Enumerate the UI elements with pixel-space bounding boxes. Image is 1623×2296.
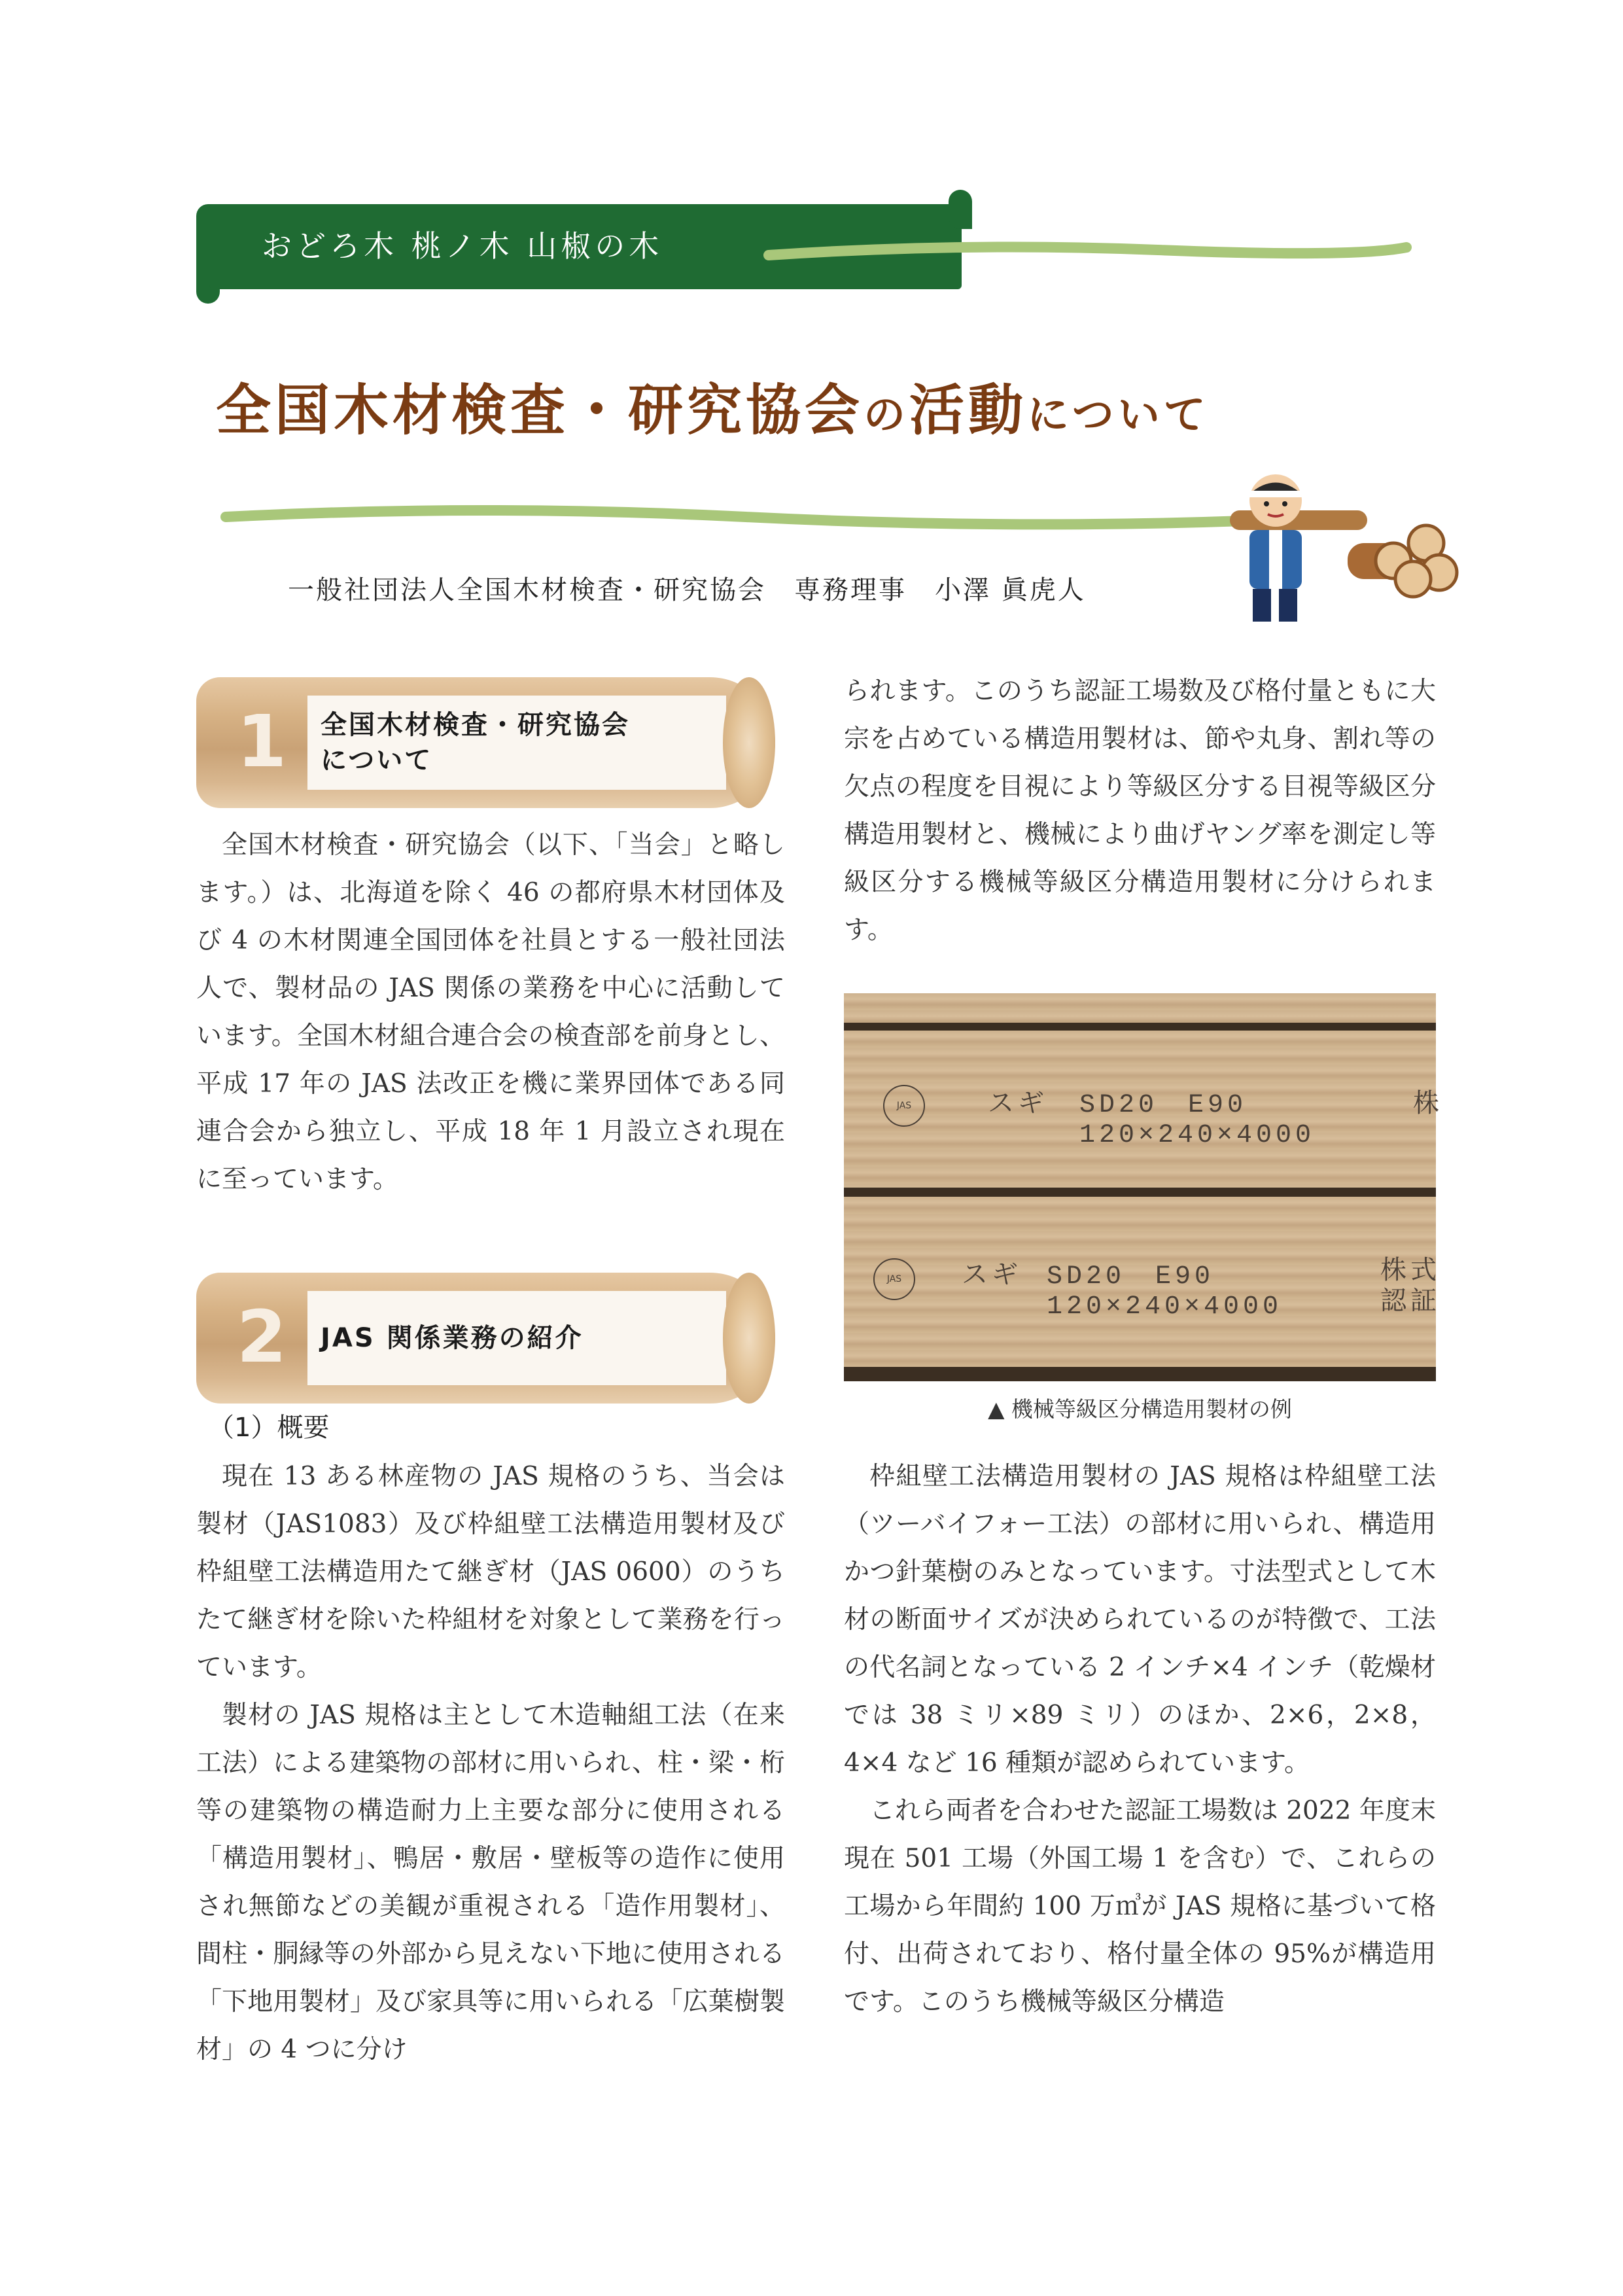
- banner-scroll-right: [949, 190, 972, 229]
- title-part3: 活動: [909, 378, 1028, 442]
- jas-mark-icon: JAS: [873, 1258, 915, 1300]
- lumber-board-top: [844, 993, 1436, 1023]
- board-gap: [844, 1367, 1436, 1381]
- section1-heading: [196, 677, 775, 808]
- stamp2-edge: 株式: [1380, 1258, 1440, 1287]
- series-banner-text: おどろ木 桃ノ木 山椒の木: [262, 228, 663, 264]
- green-stroke-top: [765, 229, 1413, 275]
- section1-paragraph: 全国木材検査・研究協会（以下、「当会」と略します。）は、北海道を除く 46 の都府県木材団体及び 4 の木材関連全国団体を社員とする一般社団法人で、製材品の JAS 関係の業務を中心に活動しています。全国木材組合連合会の検査部を前身とし、平成 17 年の JAS 法改正を機に業界団体である同連合会から独立し、平成 18 年 1 月設立され現在に至っています。: [196, 830, 785, 1194]
- right-column-top: [844, 667, 1436, 954]
- stamp1-size: 120×240×4000: [1079, 1121, 1316, 1150]
- stamp1-grade: SD20 E90: [1079, 1091, 1248, 1120]
- section2-title: JAS 関係業務の紹介: [307, 1291, 726, 1385]
- title-part2: の: [864, 391, 910, 440]
- section2-paragraph1: 現在 13 ある林産物の JAS 規格のうち、当会は製材（JAS1083）及び枠組壁工法構造用製材及び枠組壁工法構造用たて継ぎ材（JAS 0600）のうちたて継ぎ材を除いた枠組材を対象として業務を行っています。: [196, 1462, 785, 1682]
- lumber-photo: [844, 993, 1443, 1381]
- right-paragraph2: 枠組壁工法構造用製材の JAS 規格は枠組壁工法（ツーバイフォー工法）の部材に用いられ、構造用かつ針葉樹のみとなっています。寸法型式として木材の断面サイズが決められているのが特徴で、工法の代名詞となっている 2 インチ×4 インチ（乾燥材では 38 ミリ×89 ミリ）のほか、2×6，2×8，4×4 など 16 種類が認められています。: [844, 1462, 1436, 1778]
- subsection-heading: （1）概要: [208, 1413, 330, 1443]
- stamp2-species: スギ: [962, 1262, 1022, 1292]
- title-part4: について: [1027, 391, 1210, 440]
- stamp1-edge: 株: [1413, 1091, 1443, 1120]
- right-column-bottom: [844, 1453, 1436, 2026]
- author-line: 一般社団法人全国木材検査・研究協会 専務理事 小澤 眞虎人: [288, 575, 1086, 605]
- stamp1-species: スギ: [988, 1091, 1048, 1120]
- green-stroke-bottom: [222, 497, 1269, 543]
- board-gap: [844, 1188, 1436, 1197]
- right-paragraph-top: られます。このうち認証工場数及び格付量ともに大宗を占めている構造用製材は、節や丸身、割れ等の欠点の程度を目視により等級区分する目視等級区分構造用製材と、機械により曲げヤング率を測定し等級区分する機械等級区分構造用製材に分けられます。: [844, 677, 1436, 945]
- board-gap: [844, 1023, 1436, 1031]
- right-paragraph3: これら両者を合わせた認証工場数は 2022 年度末現在 501 工場（外国工場 1 を含む）で、これらの工場から年間約 100 万㎥が JAS 規格に基づいて格付、出荷されており、格付量全体の 95%が構造用です。このうち機械等級区分構造: [844, 1796, 1436, 2017]
- stamp2-edge-line2: 認証: [1380, 1288, 1440, 1318]
- section2-number: 2: [236, 1295, 287, 1379]
- section1-number: 1: [236, 699, 287, 783]
- photo-caption: ▲ 機械等級区分構造用製材の例: [988, 1396, 1292, 1422]
- section1-body: [196, 821, 785, 1203]
- stamp2-grade: SD20 E90: [1047, 1262, 1215, 1292]
- section1-title-line1: 全国木材検査・研究協会: [321, 710, 630, 740]
- section2-paragraph2: 製材の JAS 規格は主として木造軸組工法（在来工法）による建築物の部材に用いられ、柱・梁・桁等の建築物の構造耐力上主要な部分に使用される「構造用製材」、鴨居・敷居・壁板等の造作に使用され無節などの美観が重視される「造作用製材」、間柱・胴縁等の外部から見えない下地に使用される「下地用製材」及び家具等に用いられる「広葉樹製材」の 4 つに分け: [196, 1701, 785, 2064]
- section2-body: [196, 1453, 785, 2074]
- page-title: [216, 366, 1393, 446]
- stamp2-size: 120×240×4000: [1047, 1292, 1283, 1322]
- section1-title-line2: について: [321, 745, 433, 775]
- title-part1: 全国木材検査・研究協会: [216, 378, 864, 442]
- jas-mark-icon: JAS: [883, 1085, 925, 1127]
- section2-heading: [196, 1273, 775, 1404]
- section1-title: [307, 696, 726, 790]
